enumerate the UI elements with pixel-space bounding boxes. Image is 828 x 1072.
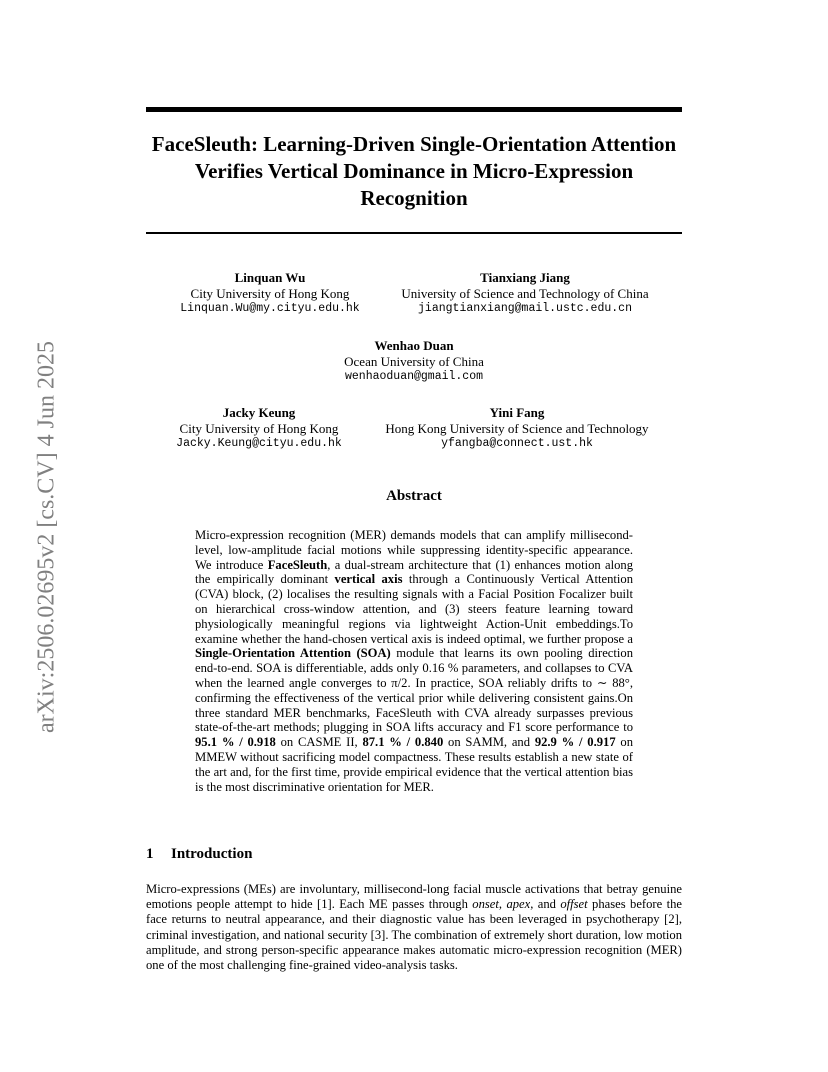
abstract-text-run: on SAMM, and bbox=[443, 735, 535, 750]
author-affiliation: City University of Hong Kong bbox=[190, 285, 350, 301]
author-name: Tianxiang Jiang bbox=[480, 270, 570, 285]
author-affiliation: Ocean University of China bbox=[344, 353, 484, 369]
author-block bbox=[384, 270, 666, 317]
title-top-rule bbox=[146, 107, 682, 112]
abstract-text-run: Micro-expression recognition (MER) demands models that can amplify millisecond-level, low-amplitude facial motions while suppressing identity-specific appearance. We introduce bbox=[195, 528, 633, 572]
author-block bbox=[294, 338, 534, 385]
abstract-bold-run: 95.1 % / 0.918 bbox=[195, 735, 276, 750]
author-name: Jacky Keung bbox=[222, 405, 296, 420]
arxiv-identifier: arXiv:2506.02695v2 [cs.CV] 4 Jun 2025 bbox=[33, 341, 60, 733]
abstract-text-run: on MMEW without sacrificing model compactness. These results establish a new state of the art and, for the first time, provide empirical evidence that the vertical attention bias is the most discriminative orientation for MER. bbox=[195, 735, 633, 794]
author-block bbox=[162, 405, 356, 452]
paper-title: FaceSleuth: Learning-Driven Single-Orientation Attention Verifies Vertical Dominance in Micro-Expression Recognition bbox=[151, 132, 677, 210]
paragraph-italic-run: apex bbox=[506, 897, 531, 912]
abstract-text-run: module that learns its own pooling direction end-to-end. SOA is differentiable, adds only 0.16 % parameters, and collapses to CVA when the learned angle converges to π/2. In practice, SOA reliably drifts to ∼ 88°, confirming the effectiveness of the vertical prior while delivering consistent gains.On three standard MER benchmarks, FaceSleuth with CVA already surpasses previous state-of-the-art methods; plugging in SOA lifts accuracy and F1 score performance to bbox=[195, 646, 633, 735]
author-email: yfangba@connect.ust.hk bbox=[441, 437, 593, 450]
paragraph-text-run: , and bbox=[530, 897, 561, 912]
abstract-bold-run: FaceSleuth bbox=[267, 557, 328, 572]
author-affiliation: City University of Hong Kong bbox=[179, 420, 339, 436]
paragraph-italic-run: offset bbox=[560, 897, 588, 912]
author-name: Wenhao Duan bbox=[374, 338, 454, 353]
author-email: Linquan.Wu@my.cityu.edu.hk bbox=[180, 302, 360, 315]
section-title: Introduction bbox=[171, 846, 253, 862]
section-number: 1 bbox=[146, 846, 154, 862]
section-heading bbox=[146, 846, 682, 863]
introduction-paragraph bbox=[146, 882, 682, 973]
author-affiliation: University of Science and Technology of China bbox=[401, 285, 649, 301]
abstract-heading: Abstract bbox=[386, 488, 442, 504]
abstract-bold-run: 92.9 % / 0.917 bbox=[534, 735, 616, 750]
paragraph-italic-run: onset bbox=[472, 897, 499, 912]
author-email: Jacky.Keung@cityu.edu.hk bbox=[176, 437, 342, 450]
abstract-text-run: , a dual-stream architecture that (1) enhances motion along the empirically dominant bbox=[195, 557, 633, 587]
paragraph-text-run: , bbox=[498, 897, 507, 912]
paragraph-text-run: phases before the face returns to neutral appearance, and their diagnostic value has been leveraged in psychotherapy [2], criminal investigation, and national security [3]. The combination of extremely short duration, low motion amplitude, and strong person-specific appearance makes automatic micro-expression recognition (MER) one of the most challenging fine-grained video-analysis tasks. bbox=[146, 897, 682, 973]
paragraph-text-run: Micro-expressions (MEs) are involuntary, millisecond-long facial muscle activations that betray genuine emotions people attempt to hide [1]. Each ME passes through bbox=[146, 882, 682, 912]
abstract-bold-run: 87.1 % / 0.840 bbox=[362, 735, 444, 750]
title-bottom-rule bbox=[146, 232, 682, 234]
author-name: Yini Fang bbox=[489, 405, 545, 420]
abstract-text-run: through a Continuously Vertical Attention (CVA) block, (2) localises the resulting signals with a Facial Position Focalizer built on hierarchical cross-window attention, and (3) steers feature learning toward physiologically meaningful regions via lightweight Action-Unit embeddings.To examine whether the hand-chosen vertical axis is indeed optimal, we further propose a bbox=[195, 572, 633, 646]
abstract-text bbox=[195, 528, 633, 794]
abstract-text-run: on CASME II, bbox=[275, 735, 363, 750]
author-email: jiangtianxiang@mail.ustc.edu.cn bbox=[418, 302, 632, 315]
author-block bbox=[170, 270, 370, 317]
abstract-bold-run: Single-Orientation Attention (SOA) bbox=[195, 646, 391, 661]
abstract-bold-run: vertical axis bbox=[334, 572, 403, 587]
author-affiliation: Hong Kong University of Science and Technology bbox=[385, 420, 649, 436]
author-block bbox=[372, 405, 662, 452]
author-name: Linquan Wu bbox=[234, 270, 306, 285]
author-email: wenhaoduan@gmail.com bbox=[344, 370, 484, 383]
